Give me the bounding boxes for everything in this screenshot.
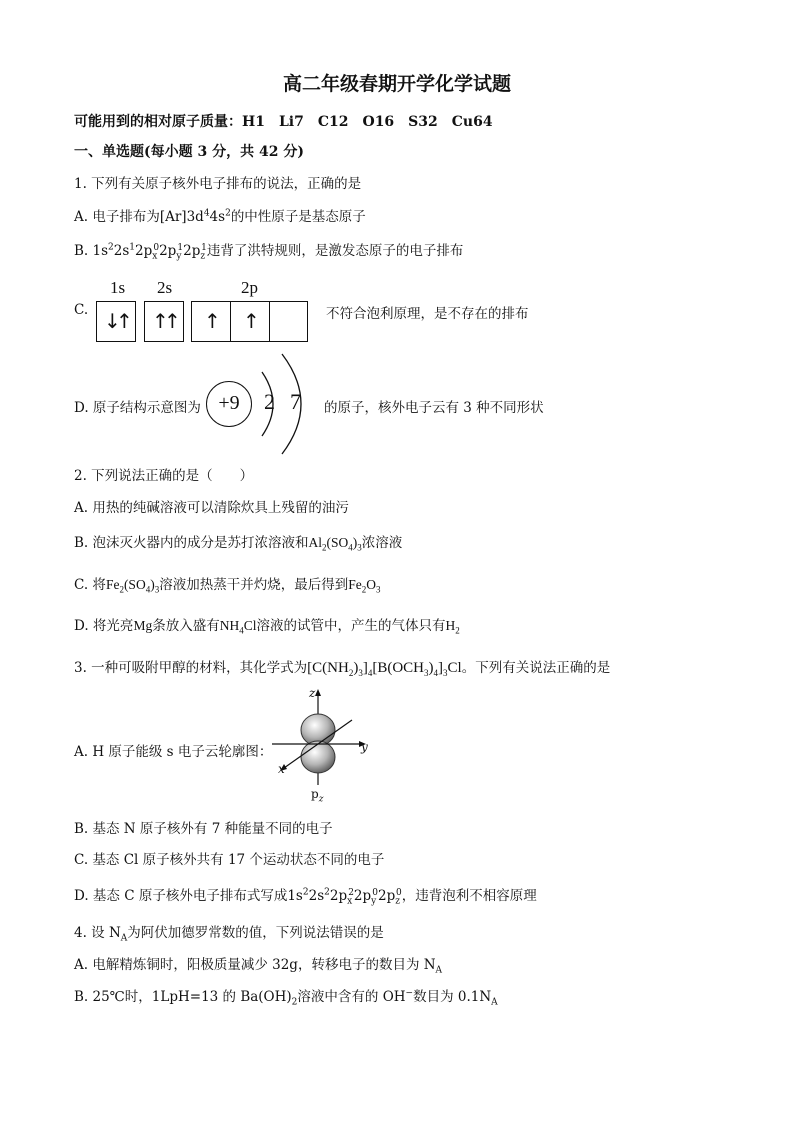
spin-up-arrow-icon: ↑: [152, 309, 169, 333]
orbital-box-2p: [191, 301, 308, 342]
atomic-mass-line: 可能用到的相对原子质量：H1 Li7 C12 O16 S32 Cu64: [74, 114, 493, 130]
orbital-2p-label: 2p: [241, 278, 258, 297]
q1-option-d-label[interactable]: D. 原子结构示意图为: [74, 400, 201, 416]
nucleus-circle: +9: [206, 381, 252, 427]
orbital-2s-label: 2s: [157, 278, 173, 297]
q1-stem: 1. 下列有关原子核外电子排布的说法，正确的是: [74, 176, 362, 192]
q3-option-a[interactable]: A. H 原子能级 s 电子云轮廓图：: [74, 744, 273, 760]
q4-stem: 4. 设 $N_A$为阿伏加德罗常数的值，下列说法错误的是: [74, 925, 384, 944]
q2-option-a[interactable]: A. 用热的纯碱溶液可以清除炊具上残留的油污: [74, 500, 349, 516]
axis-z-label: z: [309, 686, 316, 700]
axis-x-label: x: [278, 762, 285, 776]
q2-stem: 2. 下列说法正确的是（ ）: [74, 468, 254, 484]
q4-option-a[interactable]: A. 电解精炼铜时，阳极质量减少 32g，转移电子的数目为 $N_A$: [74, 957, 443, 976]
orbital-box-2s: [144, 301, 184, 342]
q1-option-a[interactable]: A. 电子排布为$[Ar]3d^44s^2$的中性原子是基态原子: [74, 208, 366, 225]
q2-option-d[interactable]: D. 将光亮Mg条放入盛有$NH_4Cl$溶液的试管中，产生的气体只有$H_2$: [74, 618, 460, 636]
orbital-1s-label: 1s: [110, 278, 126, 297]
q2-option-c[interactable]: C. 将$Fe_2(SO_4)_3$溶液加热蒸干并灼烧，最后得到$Fe_2O_3$: [74, 577, 381, 595]
q1-option-c-text: 不符合泡利原理，是不存在的排布: [326, 306, 529, 322]
axis-y-label: y: [361, 740, 368, 754]
q3-stem: 3. 一种可吸附甲醇的材料，其化学式为$[C(NH_2)_3]_4[B(OCH_3)_4]_3Cl$。下列有关说法正确的是: [74, 660, 611, 678]
orbital-pz-label: $p_z$: [311, 787, 324, 805]
q1-option-b[interactable]: B. $1s^22s^12p_x^02p_y^12p_z^1$违背了洪特规则，是激发态原子的电子排布: [74, 242, 464, 262]
shell-2-electrons: 7: [290, 389, 301, 414]
electron-shell-arcs: [252, 352, 312, 456]
spin-up-arrow-icon: ↑: [204, 309, 221, 333]
spin-down-arrow-icon: ↓: [104, 309, 121, 333]
q3-option-c[interactable]: C. 基态 Cl 原子核外共有 17 个运动状态不同的电子: [74, 852, 385, 868]
q3-option-d[interactable]: D. 基态 C 原子核外电子排布式写成$1s^22s^22p_x^22p_y^02p_z^0$，违背泡利不相容原理: [74, 887, 537, 907]
spin-up-arrow-icon: ↑: [116, 309, 133, 333]
shell-1-electrons: 2: [264, 389, 275, 414]
spin-up-arrow-icon: ↑: [164, 309, 181, 333]
section-heading: 一、单选题(每小题 3 分，共 42 分): [74, 144, 304, 160]
q4-option-b[interactable]: B. 25℃时，1LpH=13 的 $Ba(OH)_2$溶液中含有的 OH−数目为 $0.1N_A$: [74, 988, 498, 1008]
page-title: 高二年级春期开学化学试题: [282, 73, 511, 95]
spin-up-arrow-icon: ↑: [243, 309, 260, 333]
orbital-box-1s: [96, 301, 136, 342]
q3-option-b[interactable]: B. 基态 N 原子核外有 7 种能量不同的电子: [74, 821, 333, 837]
q1-option-c-label[interactable]: C.: [74, 302, 89, 318]
q1-option-d-text: 的原子，核外电子云有 3 种不同形状: [324, 400, 544, 416]
q2-option-b[interactable]: B. 泡沫灭火器内的成分是苏打浓溶液和$Al_2(SO_4)_3$浓溶液: [74, 535, 403, 553]
